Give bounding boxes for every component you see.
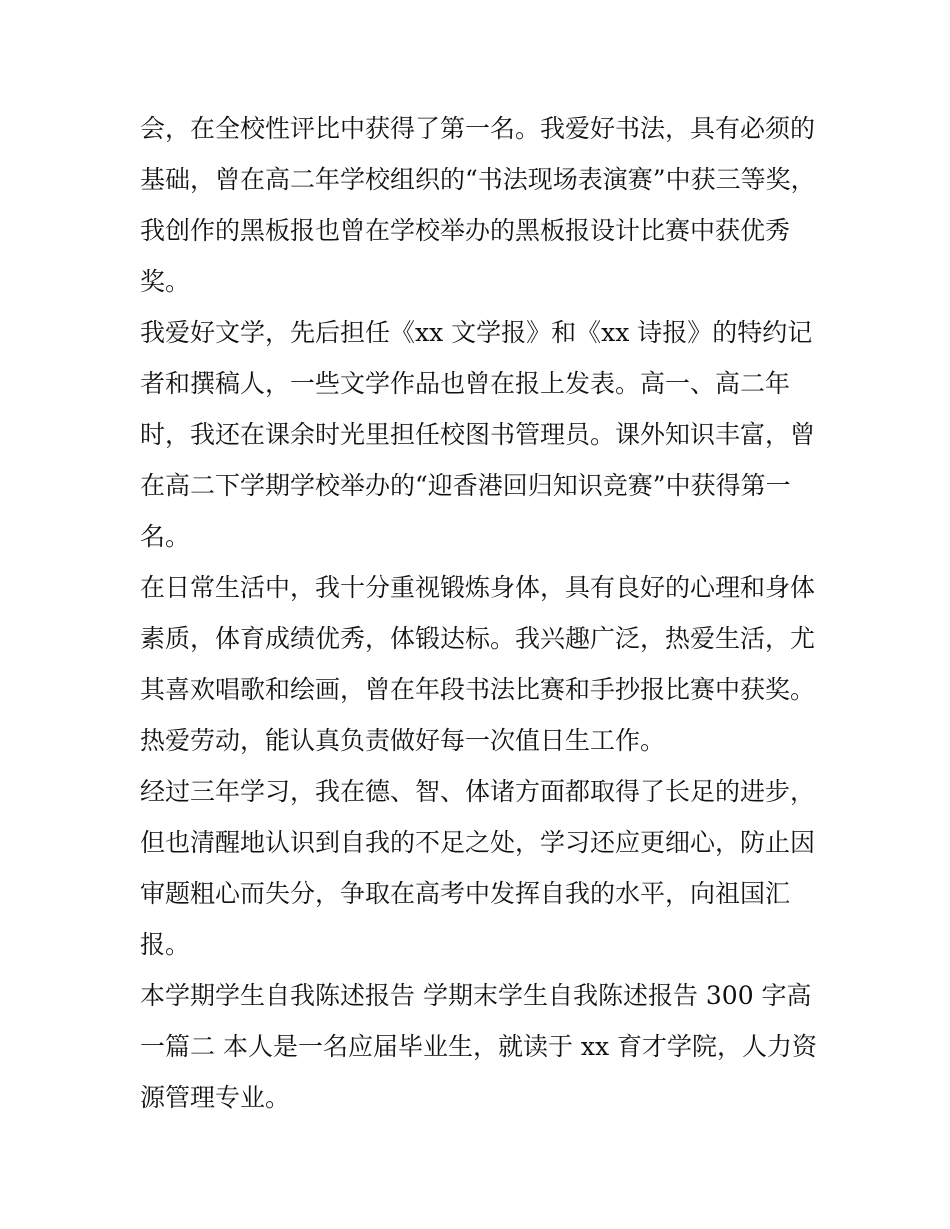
text-line: 会，在全校性评比中获得了第一名。我爱好书法，具有必须的 [140,114,816,143]
text-line: 经过三年学习，我在德、智、体诸方面都取得了长足的进步， [140,777,816,806]
text-line: 一篇二 本人是一名应届毕业生，就读于 xx 育才学院，人力资 [140,1032,818,1061]
text-line: 素质，体育成绩优秀，体锻达标。我兴趣广泛，热爱生活，尤 [140,624,816,653]
document-body [140,103,820,1123]
text-line: 热爱劳动，能认真负责做好每一次值日生工作。 [140,726,666,755]
text-line: 在高二下学期学校举办的“迎香港回归知识竞赛”中获得第一 [140,471,791,500]
text-line: 在日常生活中，我十分重视锻炼身体，具有良好的心理和身体 [140,573,816,602]
text-line: 奖。 [140,267,191,296]
text-line: 审题粗心而失分，争取在高考中发挥自我的水平，向祖国汇 [140,879,791,908]
text-line: 名。 [140,522,191,551]
text-line: 者和撰稿人，一些文学作品也曾在报上发表。高一、高二年 [140,369,791,398]
text-line: 基础，曾在高二年学校组织的“书法现场表演赛”中获三等奖， [140,165,816,194]
text-line: 我创作的黑板报也曾在学校举办的黑板报设计比赛中获优秀 [140,216,791,245]
text-line: 本学期学生自我陈述报告 学期末学生自我陈述报告 300 字高 [140,981,812,1010]
text-line: 其喜欢唱歌和绘画，曾在年段书法比赛和手抄报比赛中获奖。 [140,675,816,704]
text-line: 报。 [140,930,191,959]
text-line: 我爱好文学，先后担任《xx 文学报》和《xx 诗报》的特约记 [140,318,813,347]
text-line: 但也清醒地认识到自我的不足之处，学习还应更细心，防止因 [140,828,816,857]
text-line: 时，我还在课余时光里担任校图书管理员。课外知识丰富，曾 [140,420,816,449]
text-line: 源管理专业。 [140,1083,291,1112]
